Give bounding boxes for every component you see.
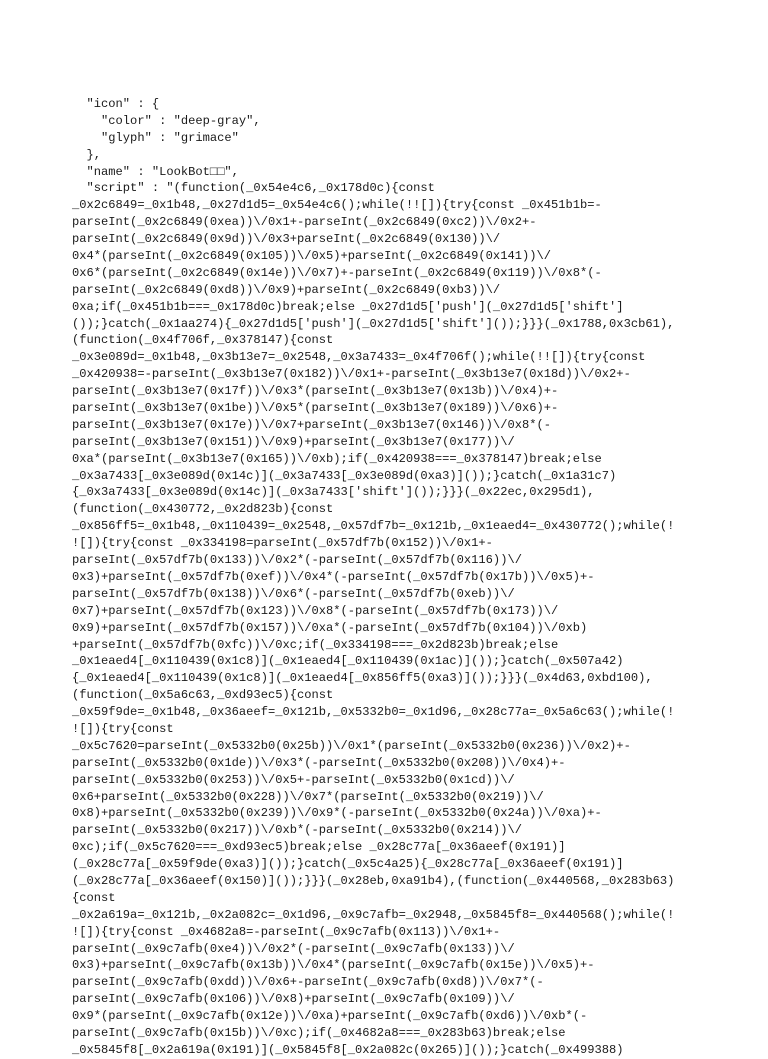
code-line: 0x6+parseInt(_0x5332b0(0x228))\/0x7*(parseInt(_0x5332b0(0x219))\/	[72, 789, 544, 804]
code-line: 0x8)+parseInt(_0x5332b0(0x239))\/0x9*(-parseInt(_0x5332b0(0x24a))\/0xa)+-	[72, 806, 602, 821]
code-line: {const	[72, 890, 116, 905]
code-line: (function(_0x4f706f,_0x378147){const	[72, 333, 334, 348]
code-line: _0x59f9de=_0x1b48,_0x36aeef=_0x121b,_0x5332b0=_0x1d96,_0x28c77a=_0x5a6c63();while(!	[72, 705, 675, 720]
code-line: 0x9*(parseInt(_0x9c7afb(0x12e))\/0xa)+parseInt(_0x9c7afb(0xd6))\/0xb*(-	[72, 1009, 588, 1024]
code-line: {_0x1eaed4[_0x110439(0x1c8)](_0x1eaed4[_0x856ff5(0xa3)]());}}}(_0x4d63,0xbd100),	[72, 671, 653, 686]
code-line: 0x9)+parseInt(_0x57df7b(0x157))\/0xa*(-parseInt(_0x57df7b(0x104))\/0xb)	[72, 620, 588, 635]
code-line: ![]){try{const _0x4682a8=-parseInt(_0x9c7afb(0x113))\/0x1+-	[72, 924, 501, 939]
code-line: ![]){try{const	[72, 721, 174, 736]
code-line: parseInt(_0x5332b0(0x217))\/0xb*(-parseInt(_0x5332b0(0x214))\/	[72, 823, 522, 838]
code-line: (_0x28c77a[_0x36aeef(0x150)]());}}}(_0x28eb,0xa91b4),(function(_0x440568,_0x283b63)	[72, 873, 675, 888]
code-line: "script" : "(function(_0x54e4c6,_0x178d0c){const	[72, 181, 435, 196]
code-line: 0x4*(parseInt(_0x2c6849(0x105))\/0x5)+parseInt(_0x2c6849(0x141))\/	[72, 249, 551, 264]
code-line: (function(_0x5a6c63,_0xd93ec5){const	[72, 688, 334, 703]
code-document	[72, 96, 698, 1057]
code-line: (_0x28c77a[_0x59f9de(0xa3)]());}catch(_0x5c4a25){_0x28c77a[_0x36aeef(0x191)]	[72, 857, 624, 872]
code-line: 0x3)+parseInt(_0x9c7afb(0x13b))\/0x4*(parseInt(_0x9c7afb(0x15e))\/0x5)+-	[72, 958, 595, 973]
code-line: parseInt(_0x3b13e7(0x1be))\/0x5*(parseInt(_0x3b13e7(0x189))\/0x6)+-	[72, 401, 559, 416]
code-line: "name" : "LookBot□□",	[72, 164, 239, 179]
code-line: parseInt(_0x2c6849(0x9d))\/0x3+parseInt(_0x2c6849(0x130))\/	[72, 232, 501, 247]
code-line: parseInt(_0x57df7b(0x138))\/0x6*(-parseInt(_0x57df7b(0xeb))\/	[72, 586, 515, 601]
code-line: _0x2c6849=_0x1b48,_0x27d1d5=_0x54e4c6();while(!![]){try{const _0x451b1b=-	[72, 198, 602, 213]
code-line: parseInt(_0x5332b0(0x253))\/0x5+-parseInt(_0x5332b0(0x1cd))\/	[72, 772, 515, 787]
code-line: 0xc);if(_0x5c7620===_0xd93ec5)break;else _0x28c77a[_0x36aeef(0x191)]	[72, 840, 566, 855]
code-line: _0x3e089d=_0x1b48,_0x3b13e7=_0x2548,_0x3a7433=_0x4f706f();while(!![]){try{const	[72, 350, 646, 365]
code-line: 0x6*(parseInt(_0x2c6849(0x14e))\/0x7)+-parseInt(_0x2c6849(0x119))\/0x8*(-	[72, 265, 602, 280]
code-line: ());}catch(_0x1aa274){_0x27d1d5['push'](_0x27d1d5['shift']());}}}(_0x1788,0x3cb61),	[72, 316, 675, 331]
code-line: 0xa;if(_0x451b1b===_0x178d0c)break;else _0x27d1d5['push'](_0x27d1d5['shift']	[72, 299, 624, 314]
code-line: _0x5c7620=parseInt(_0x5332b0(0x25b))\/0x1*(parseInt(_0x5332b0(0x236))\/0x2)+-	[72, 738, 631, 753]
code-line: (function(_0x430772,_0x2d823b){const	[72, 502, 334, 517]
code-line: parseInt(_0x9c7afb(0x106))\/0x8)+parseInt(_0x9c7afb(0x109))\/	[72, 992, 515, 1007]
code-line: ![]){try{const _0x334198=parseInt(_0x57df7b(0x152))\/0x1+-	[72, 536, 493, 551]
code-line: "color" : "deep-gray",	[72, 113, 261, 128]
code-line: parseInt(_0x3b13e7(0x17e))\/0x7+parseInt(_0x3b13e7(0x146))\/0x8*(-	[72, 417, 551, 432]
code-line: parseInt(_0x9c7afb(0xe4))\/0x2*(-parseInt(_0x9c7afb(0x133))\/	[72, 941, 515, 956]
code-line: _0x420938=-parseInt(_0x3b13e7(0x182))\/0x1+-parseInt(_0x3b13e7(0x18d))\/0x2+-	[72, 367, 631, 382]
code-line: "glyph" : "grimace"	[72, 130, 239, 145]
code-line: 0xa*(parseInt(_0x3b13e7(0x165))\/0xb);if(_0x420938===_0x378147)break;else	[72, 451, 602, 466]
code-line: 0x3)+parseInt(_0x57df7b(0xef))\/0x4*(-parseInt(_0x57df7b(0x17b))\/0x5)+-	[72, 569, 595, 584]
code-line: parseInt(_0x9c7afb(0x15b))\/0xc);if(_0x4682a8===_0x283b63)break;else	[72, 1025, 566, 1040]
code-line: parseInt(_0x2c6849(0xea))\/0x1+-parseInt(_0x2c6849(0xc2))\/0x2+-	[72, 215, 537, 230]
code-line: parseInt(_0x9c7afb(0xdd))\/0x6+-parseInt(_0x9c7afb(0xd8))\/0x7*(-	[72, 975, 544, 990]
code-line: _0x3a7433[_0x3e089d(0x14c)](_0x3a7433[_0x3e089d(0xa3)]());}catch(_0x1a31c7)	[72, 468, 617, 483]
code-line: 0x7)+parseInt(_0x57df7b(0x123))\/0x8*(-parseInt(_0x57df7b(0x173))\/	[72, 603, 559, 618]
code-line: parseInt(_0x2c6849(0xd8))\/0x9)+parseInt(_0x2c6849(0xb3))\/	[72, 282, 501, 297]
code-line: parseInt(_0x3b13e7(0x151))\/0x9)+parseInt(_0x3b13e7(0x177))\/	[72, 434, 515, 449]
code-line: _0x856ff5=_0x1b48,_0x110439=_0x2548,_0x57df7b=_0x121b,_0x1eaed4=_0x430772();while(!	[72, 519, 675, 534]
code-line: parseInt(_0x5332b0(0x1de))\/0x3*(-parseInt(_0x5332b0(0x208))\/0x4)+-	[72, 755, 566, 770]
code-line: +parseInt(_0x57df7b(0xfc))\/0xc;if(_0x334198===_0x2d823b)break;else	[72, 637, 559, 652]
code-line: _0x5845f8[_0x2a619a(0x191)](_0x5845f8[_0x2a082c(0x265)]());}catch(_0x499388)	[72, 1042, 624, 1057]
code-line: parseInt(_0x57df7b(0x133))\/0x2*(-parseInt(_0x57df7b(0x116))\/	[72, 553, 522, 568]
code-line: },	[72, 147, 102, 162]
code-line: _0x1eaed4[_0x110439(0x1c8)](_0x1eaed4[_0x110439(0x1ac)]());}catch(_0x507a42)	[72, 654, 624, 669]
code-line: "icon" : {	[72, 97, 160, 111]
code-line: parseInt(_0x3b13e7(0x17f))\/0x3*(parseInt(_0x3b13e7(0x13b))\/0x4)+-	[72, 384, 559, 399]
code-line: {_0x3a7433[_0x3e089d(0x14c)](_0x3a7433['shift']());}}}(_0x22ec,0x295d1),	[72, 485, 595, 500]
code-line: _0x2a619a=_0x121b,_0x2a082c=_0x1d96,_0x9c7afb=_0x2948,_0x5845f8=_0x440568();while(!	[72, 907, 675, 922]
